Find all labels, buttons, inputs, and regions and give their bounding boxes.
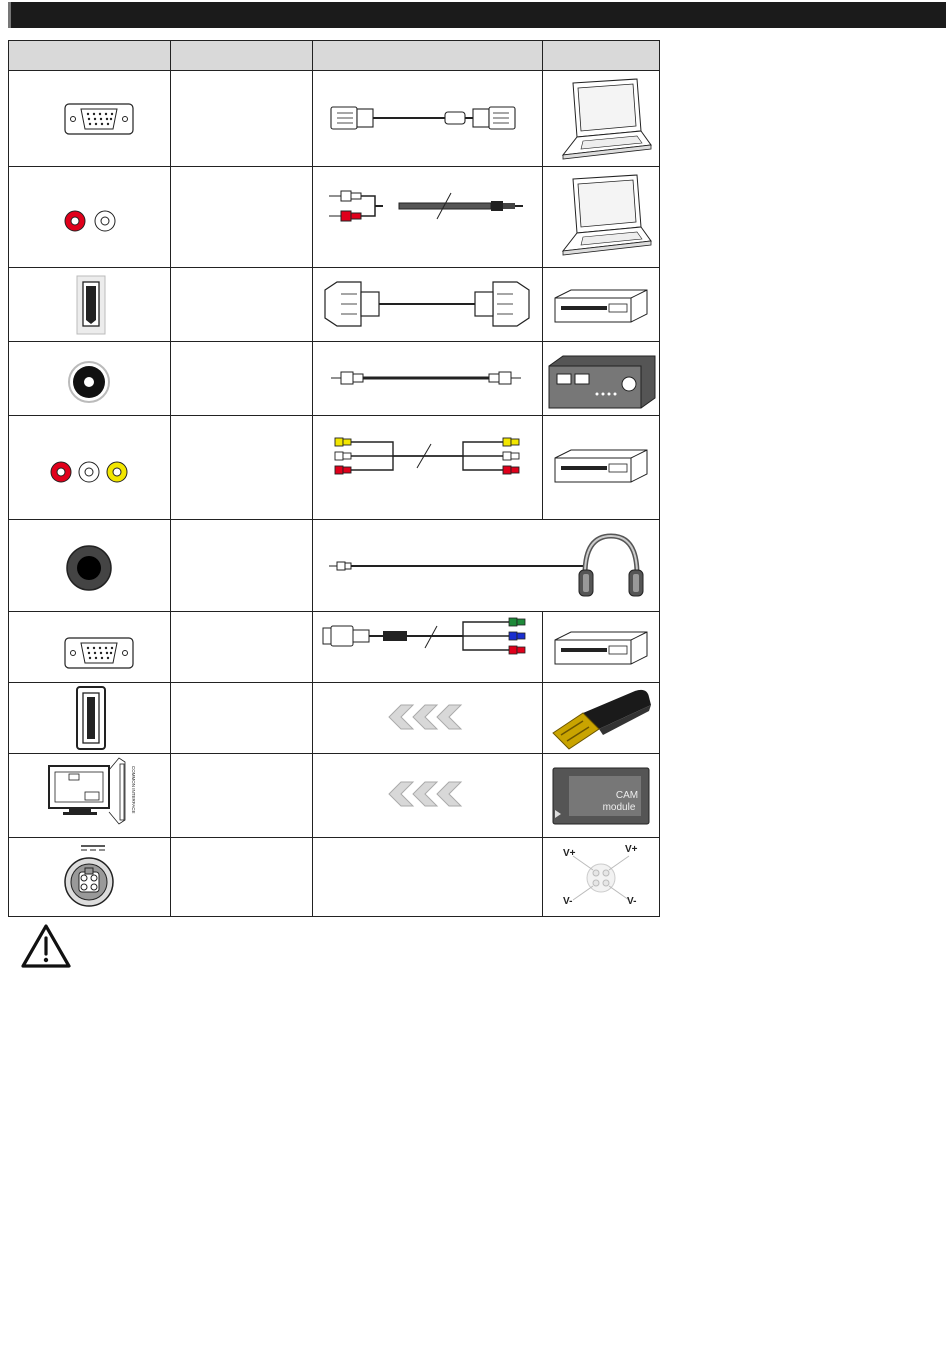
connector-cell (9, 838, 171, 917)
cable-cell (313, 167, 543, 268)
type-cell (171, 268, 313, 342)
laptop-icon (543, 167, 659, 267)
device-cell (543, 416, 660, 520)
connector-cell (9, 268, 171, 342)
device-cell (543, 167, 660, 268)
table-row-usb (9, 683, 660, 754)
device-cell (543, 683, 660, 754)
table-row-dc-in (9, 838, 660, 917)
coaxial-cable-icon (313, 342, 542, 415)
table-row-vga-pc (9, 71, 660, 167)
connector-cell (9, 71, 171, 167)
col-header-type (171, 41, 313, 71)
table-row-headphone (9, 520, 660, 612)
audio-amplifier-icon (543, 342, 659, 415)
insert-arrows-icon (313, 754, 542, 837)
cable-cell (313, 416, 543, 520)
ci-slot-tv-rear-icon (9, 754, 170, 837)
laptop-icon (543, 71, 659, 166)
section-header-bar (8, 2, 946, 28)
vga-to-component-cable-icon (313, 612, 542, 682)
usb-stick-icon (543, 683, 659, 753)
type-cell (171, 754, 313, 838)
usb-port-icon (9, 683, 170, 753)
pin-label-vplus-left: V+ (563, 848, 576, 859)
table-row-spdif (9, 342, 660, 416)
headphone-jack-icon (9, 520, 170, 611)
vga-port-icon (9, 612, 170, 682)
connector-cell (9, 342, 171, 416)
cable-cell (313, 71, 543, 167)
table-header-row (9, 41, 660, 71)
table-row-ci (9, 754, 660, 838)
type-cell (171, 838, 313, 917)
rca-av-jacks-icon (9, 416, 170, 519)
connector-cell (9, 416, 171, 520)
device-cell (543, 268, 660, 342)
type-cell (171, 612, 313, 683)
device-cell (543, 838, 660, 917)
connector-cell (9, 167, 171, 268)
hdmi-port-icon (9, 268, 170, 341)
table-row-hdmi (9, 268, 660, 342)
dc-pinout-icon (543, 838, 659, 916)
type-cell (171, 71, 313, 167)
type-cell (171, 342, 313, 416)
dc-input-socket-icon (9, 838, 170, 916)
cam-label-line1: CAM (615, 790, 639, 801)
av-cable-icon (313, 416, 542, 519)
col-header-device (543, 41, 660, 71)
connector-cell (9, 683, 171, 754)
connection-table (8, 40, 660, 917)
connector-cell (9, 754, 171, 838)
type-cell (171, 683, 313, 754)
cable-cell (313, 342, 543, 416)
cable-cell (313, 838, 543, 917)
headphone-cable-icon (313, 520, 658, 611)
warning-triangle-icon (20, 922, 72, 970)
pin-label-vminus-left: V- (563, 896, 573, 907)
cam-label-line2: module (602, 802, 636, 813)
hdmi-cable-icon (313, 268, 542, 341)
type-cell (171, 416, 313, 520)
device-cell (543, 342, 660, 416)
table-row-pc-audio (9, 167, 660, 268)
vga-cable-icon (313, 71, 542, 166)
col-header-connector (9, 41, 171, 71)
cable-cell (313, 754, 543, 838)
dvd-player-icon (543, 268, 659, 341)
cam-module-icon (543, 754, 659, 837)
dc-symbol-icon (81, 846, 105, 850)
type-cell (171, 167, 313, 268)
device-cell (543, 612, 660, 683)
type-cell (171, 520, 313, 612)
ci-side-label: COMMON INTERFACE (131, 766, 136, 814)
cable-cell (313, 612, 543, 683)
connector-cell (9, 612, 171, 683)
headphones-icon (579, 536, 643, 596)
pin-label-vplus-right: V+ (625, 844, 638, 855)
connector-cell (9, 520, 171, 612)
dvd-player-icon (543, 612, 659, 682)
col-header-cable (313, 41, 543, 71)
rca-audio-lr-jacks-icon (9, 167, 170, 267)
device-cell (543, 754, 660, 838)
cable-cell (313, 520, 660, 612)
device-cell (543, 71, 660, 167)
cable-cell (313, 683, 543, 754)
coaxial-audio-out-icon (9, 342, 170, 415)
rca-to-minijack-cable-icon (313, 167, 542, 267)
cable-cell (313, 268, 543, 342)
vga-port-icon (9, 71, 170, 166)
table-row-ypbpr (9, 612, 660, 683)
insert-arrows-icon (313, 683, 542, 753)
header-bar-accent (8, 2, 11, 28)
table-row-composite (9, 416, 660, 520)
dvd-player-icon (543, 416, 659, 519)
pin-label-vminus-right: V- (627, 896, 637, 907)
